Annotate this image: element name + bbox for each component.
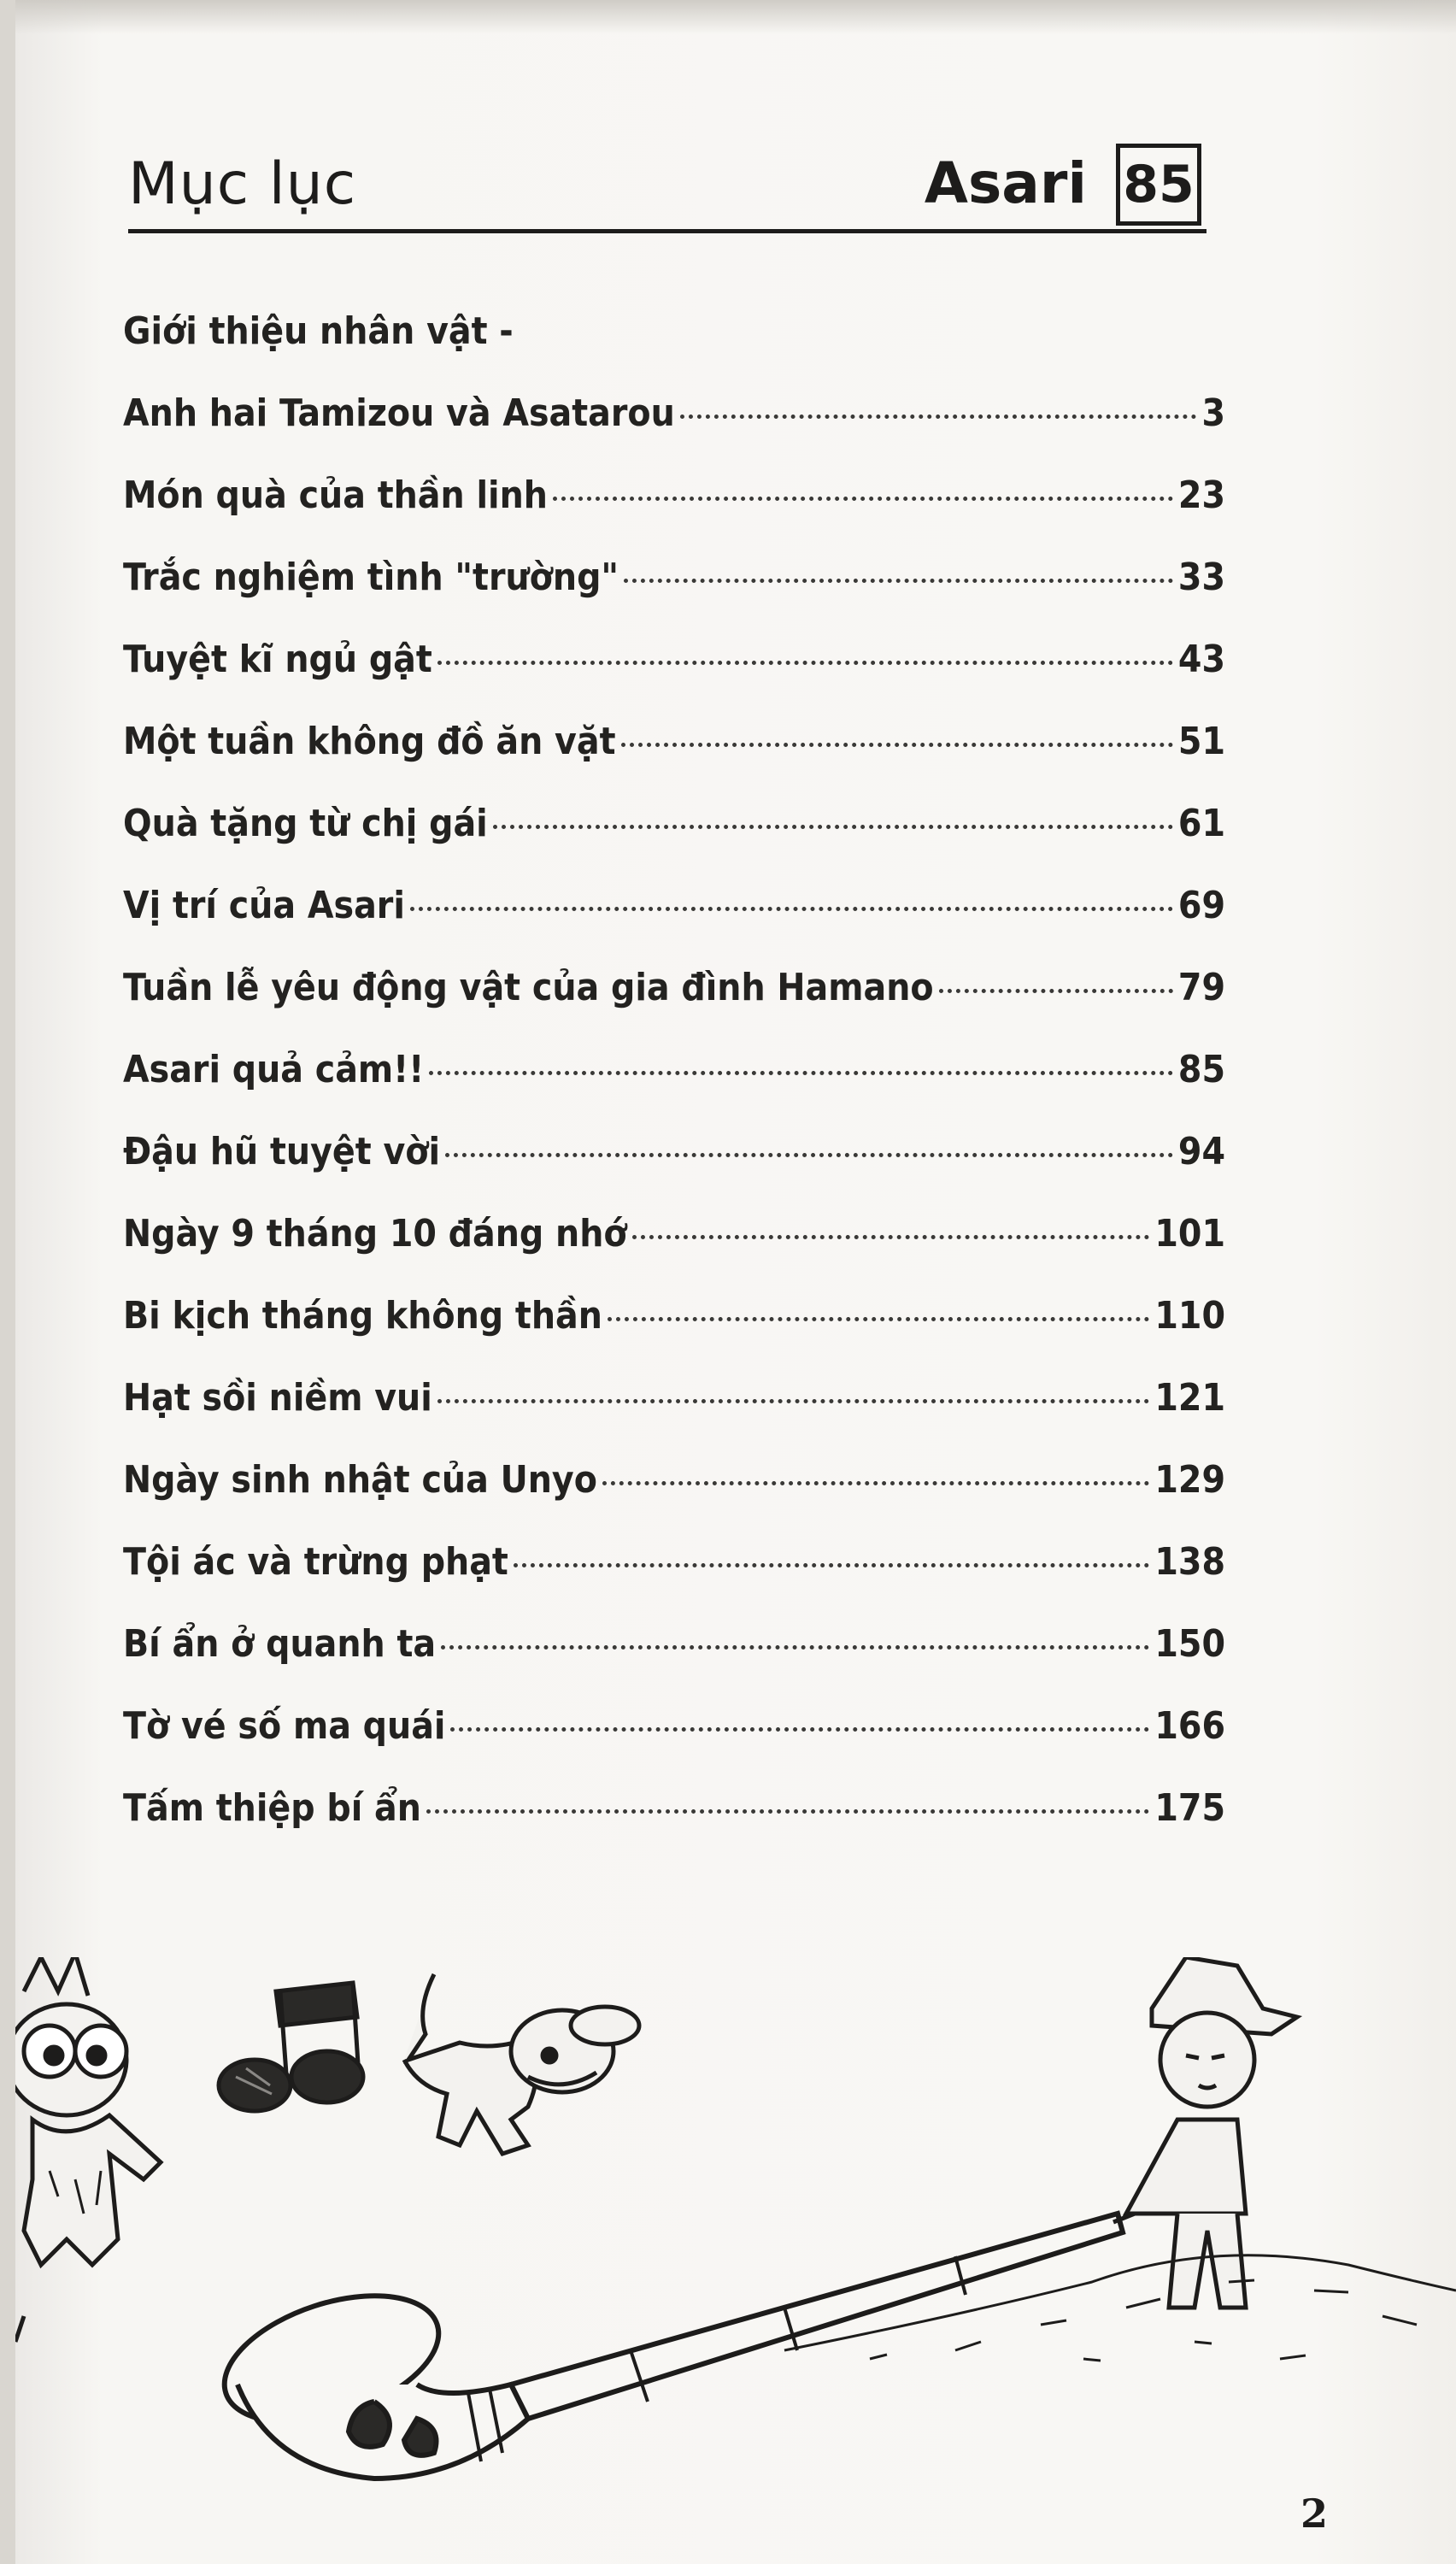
toc-leader-dots <box>621 743 1173 747</box>
toc-entry-title: Tuyệt kĩ ngủ gật <box>123 638 432 681</box>
toc-leader-dots <box>493 825 1173 829</box>
toc-entry-title: Đậu hũ tuyệt vời <box>123 1130 441 1173</box>
toc-entry <box>123 455 1225 537</box>
character-with-glasses-icon <box>15 1957 161 2342</box>
header-divider <box>128 229 1206 233</box>
toc-entry <box>123 1685 1225 1767</box>
toc-leader-dots <box>426 1809 1149 1814</box>
toc-entry-page: 79 <box>1177 966 1225 1009</box>
toc-entry <box>123 1275 1225 1357</box>
toc-entry-title: Ngày 9 tháng 10 đáng nhớ <box>123 1212 627 1256</box>
toc-entry-page: 110 <box>1154 1294 1225 1338</box>
toc-entry-page: 166 <box>1154 1704 1225 1748</box>
toc-leader-dots <box>514 1563 1150 1567</box>
toc-entry-page: 61 <box>1177 802 1225 845</box>
toc-entry <box>123 701 1225 783</box>
toc-entry-page: 150 <box>1154 1622 1225 1666</box>
alphorn-icon <box>208 2214 1123 2479</box>
manga-illustration <box>15 1957 1456 2487</box>
page-number: 2 <box>1300 2490 1329 2537</box>
toc-entry-title: Tờ vé số ma quái <box>123 1704 446 1748</box>
toc-entry-title: Trắc nghiệm tình "trường" <box>123 556 619 599</box>
toc-entry-page: 43 <box>1177 638 1225 681</box>
toc-leader-dots <box>429 1071 1173 1075</box>
toc-entry-page: 23 <box>1177 473 1225 517</box>
volume-number-badge: 85 <box>1116 144 1201 226</box>
toc-entry <box>123 947 1225 1029</box>
toc-entry-page: 33 <box>1177 556 1225 599</box>
toc-leader-dots <box>410 907 1173 911</box>
toc-entry <box>123 1111 1225 1193</box>
toc-entry-title: Vị trí của Asari <box>123 884 405 927</box>
toc-leader-dots <box>632 1235 1150 1239</box>
toc-leader-dots <box>437 661 1173 665</box>
toc-entry-page: 94 <box>1177 1130 1225 1173</box>
toc-leader-dots <box>624 579 1173 583</box>
toc-entry-title: Anh hai Tamizou và Asatarou <box>123 391 675 435</box>
toc-entry-page: 138 <box>1154 1540 1225 1584</box>
toc-entry-page: 129 <box>1154 1458 1225 1502</box>
music-note-icon <box>219 1983 363 2111</box>
toc-entry-page: 121 <box>1154 1376 1225 1420</box>
dog-icon <box>404 1974 639 2154</box>
toc-header <box>113 144 1206 238</box>
toc-entry <box>123 537 1225 619</box>
table-of-contents <box>123 291 1225 1849</box>
toc-entry-page: 3 <box>1201 391 1225 435</box>
toc-entry-page: 175 <box>1154 1786 1225 1830</box>
toc-entry-title: Một tuần không đồ ăn vặt <box>123 720 616 763</box>
toc-entry <box>123 783 1225 865</box>
toc-entry <box>123 1357 1225 1439</box>
toc-leader-dots <box>450 1727 1149 1732</box>
toc-entry-title: Tội ác và trừng phạt <box>123 1540 508 1584</box>
toc-entry-page: 85 <box>1177 1048 1225 1091</box>
page-top-shadow <box>15 0 1456 34</box>
toc-entry-page: 69 <box>1177 884 1225 927</box>
toc-entry-title: Bí ẩn ở quanh ta <box>123 1622 437 1666</box>
toc-leader-dots <box>680 415 1197 419</box>
toc-entry-title: Tấm thiệp bí ẩn <box>123 1786 421 1830</box>
toc-entry-page: 51 <box>1177 720 1225 763</box>
series-name: Asari <box>924 150 1087 216</box>
toc-leader-dots <box>608 1317 1149 1321</box>
toc-entry <box>123 1521 1225 1603</box>
toc-entry <box>123 1767 1225 1849</box>
toc-leader-dots <box>939 989 1173 993</box>
toc-entry <box>123 619 1225 701</box>
toc-entry-title: Asari quả cảm!! <box>123 1048 425 1091</box>
toc-entry <box>123 373 1225 455</box>
toc-entry <box>123 1603 1225 1685</box>
toc-entry-title: Quà tặng từ chị gái <box>123 802 488 845</box>
toc-entry <box>123 865 1225 947</box>
toc-leader-dots <box>602 1481 1149 1485</box>
toc-leader-dots <box>553 497 1173 501</box>
toc-entry-title: Ngày sinh nhật của Unyo <box>123 1458 597 1502</box>
toc-entry <box>123 1029 1225 1111</box>
toc-entry-title: Hạt sồi niềm vui <box>123 1376 432 1420</box>
toc-entry <box>123 1193 1225 1275</box>
toc-entry <box>123 1439 1225 1521</box>
toc-entry-title: Món quà của thần linh <box>123 473 548 517</box>
toc-entry-page: 101 <box>1154 1212 1225 1256</box>
page-title: Mục lục <box>128 150 357 218</box>
toc-leader-dots <box>441 1645 1149 1650</box>
toc-leader-dots <box>437 1399 1150 1403</box>
toc-entry-title: Bi kịch tháng không thần <box>123 1294 602 1338</box>
toc-leader-dots <box>445 1153 1173 1157</box>
book-page <box>15 0 1456 2564</box>
toc-entry-title: Tuần lễ yêu động vật của gia đình Hamano <box>123 966 934 1009</box>
toc-intro-line: Giới thiệu nhân vật - <box>123 309 514 353</box>
